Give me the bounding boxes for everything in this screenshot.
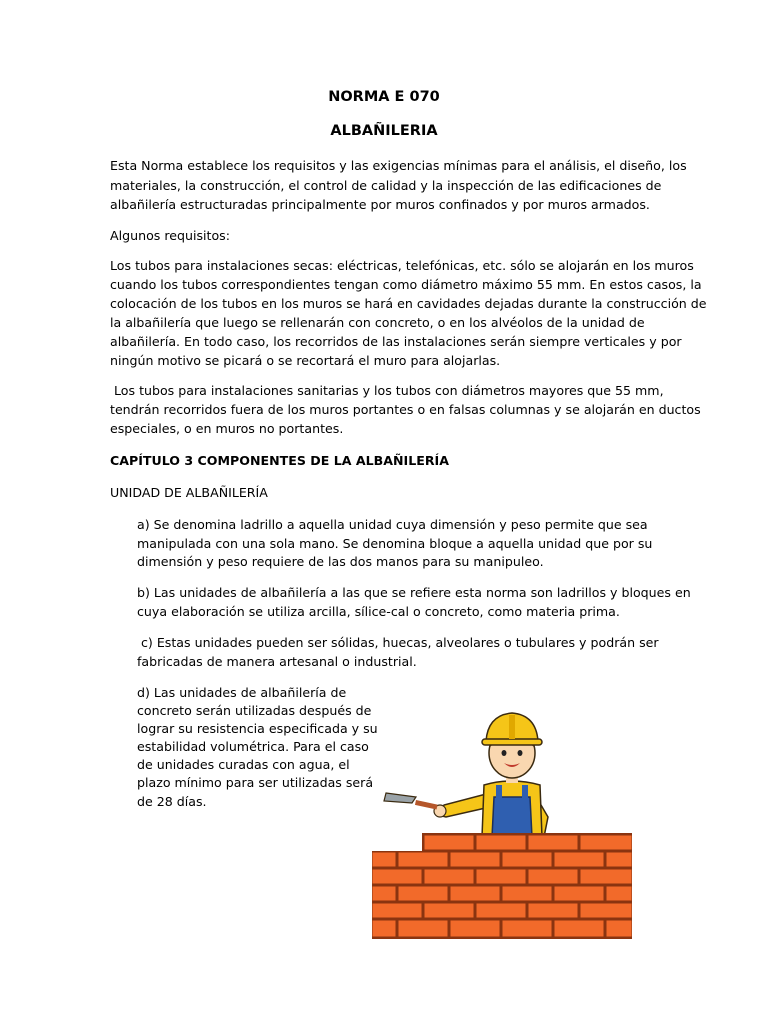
document-title: NORMA E 070: [328, 89, 440, 105]
text-line: de 28 días.: [137, 794, 207, 809]
text-line: albañilería estructuradas principalmente por muros confinados y por muros armados.: [110, 197, 650, 212]
chapter-heading: CAPÍTULO 3 COMPONENTES DE LA ALBAÑILERÍA: [110, 453, 449, 468]
worker-figure: [384, 713, 548, 837]
text-line: fabricadas de manera artesanal o industrial.: [137, 654, 417, 669]
text-line: de unidades curadas con agua, el: [137, 757, 350, 772]
text-line: materiales, la construcción, el control de calidad y la inspección de las edificaciones de: [110, 178, 662, 193]
text-line: plazo mínimo para ser utilizadas será: [137, 775, 374, 790]
text-line: d) Las unidades de albañilería de: [137, 685, 347, 700]
text-line: especiales, o en muros no portantes.: [110, 421, 344, 436]
text-line: Los tubos para instalaciones secas: eléctricas, telefónicas, etc. sólo se alojarán en los muros: [110, 258, 694, 273]
document-subtitle: ALBAÑILERIA: [330, 123, 438, 139]
bricklayer-icon: [372, 697, 632, 939]
text-line: manipulada con una sola mano. Se denomina bloque a aquella unidad que por su: [137, 536, 653, 551]
text-line: Los tubos para instalaciones sanitarias y los tubos con diámetros mayores que 55 mm,: [110, 383, 664, 398]
text-line: cuya elaboración se utiliza arcilla, sílice-cal o concreto, como materia prima.: [137, 604, 620, 619]
text-line: lograr su resistencia especificada y su: [137, 721, 378, 736]
text-line: c) Estas unidades pueden ser sólidas, huecas, alveolares o tubulares y podrán ser: [137, 635, 659, 650]
text-line: cuando los tubos correspondientes tengan como diámetro máximo 55 mm. En estos casos, la: [110, 277, 702, 292]
text-line: albañilería. En todo caso, los recorridos de las instalaciones serán siempre verticales y por: [110, 334, 682, 349]
text-line: Esta Norma establece los requisitos y las exigencias mínimas para el análisis, el diseño, los: [110, 158, 687, 173]
unit-heading: UNIDAD DE ALBAÑILERÍA: [110, 485, 268, 500]
text-line: concreto serán utilizadas después de: [137, 703, 372, 718]
text-line: b) Las unidades de albañilería a las que se refiere esta norma son ladrillos y bloques en: [137, 585, 691, 600]
text-line: ningún motivo se picará o se recortará el muro para alojarlas.: [110, 353, 501, 368]
requirements-heading: Algunos requisitos:: [110, 228, 230, 243]
text-line: tendrán recorridos fuera de los muros portantes o en falsas columnas y se alojarán en ductos: [110, 402, 701, 417]
text-line: colocación de los tubos en los muros se hará en cavidades dejadas durante la construcción de: [110, 296, 707, 311]
text-line: a) Se denomina ladrillo a aquella unidad cuya dimensión y peso permite que sea: [137, 517, 648, 532]
text-line: estabilidad volumétrica. Para el caso: [137, 739, 369, 754]
brick-wall: [372, 833, 632, 939]
text-line: dimensión y peso requiere de las dos manos para su manipuleo.: [137, 554, 544, 569]
bricklayer-illustration: [372, 697, 632, 939]
text-line: la albañilería que luego se rellenarán con concreto, o en los alvéolos de la unidad de: [110, 315, 645, 330]
